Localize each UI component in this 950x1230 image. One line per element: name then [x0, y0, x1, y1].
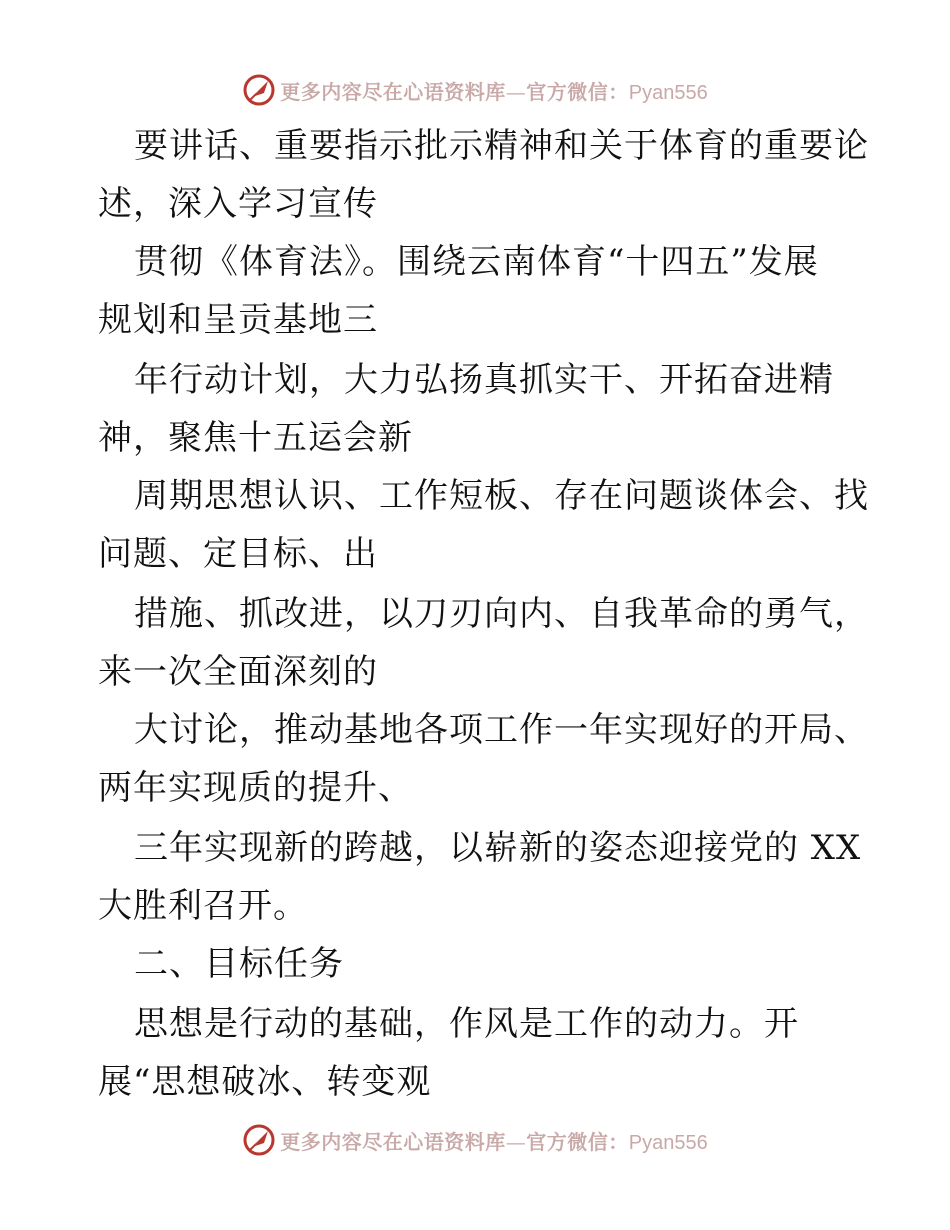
text-line: 大胜利召开。 — [98, 886, 308, 926]
text-line: 两年实现质的提升、 — [98, 768, 413, 808]
section-heading: 二、目标任务 — [134, 944, 344, 984]
banner-wechat-label: 官方微信： — [526, 1129, 629, 1154]
text-line: 来一次全面深刻的 — [98, 652, 378, 692]
text-line: 思想是行动的基础，作风是工作的动力。开 — [134, 1004, 799, 1044]
banner-main-text: 更多内容尽在心语资料库 — [280, 79, 506, 104]
banner-main-text: 更多内容尽在心语资料库 — [280, 1129, 506, 1154]
banner-wechat-label: 官方微信： — [526, 79, 629, 104]
banner-wechat-id: Pyan556 — [628, 81, 708, 104]
text-line: 展“思想破冰、转变观 — [98, 1062, 432, 1102]
banner-separator: — — [505, 79, 527, 104]
banner-wechat-id: Pyan556 — [628, 1131, 708, 1154]
text-line: 三年实现新的跨越，以崭新的姿态迎接党的 XX — [134, 828, 862, 868]
text-line: 贯彻《体育法》。围绕云南体育“十四五”发展 — [134, 242, 819, 282]
quill-logo-icon — [242, 1123, 276, 1157]
header-banner — [0, 68, 950, 112]
text-line: 周期思想认识、工作短板、存在问题谈体会、找 — [134, 476, 869, 516]
text-line: 规划和呈贡基地三 — [98, 300, 378, 340]
text-line: 问题、定目标、出 — [98, 534, 378, 574]
footer-banner — [0, 1118, 950, 1162]
quill-logo-icon — [242, 73, 276, 107]
banner-text — [280, 76, 707, 105]
text-line: 大讨论，推动基地各项工作一年实现好的开局、 — [134, 710, 869, 750]
text-line: 措施、抓改进，以刀刃向内、自我革命的勇气， — [134, 594, 869, 634]
banner-text — [280, 1126, 707, 1155]
text-line: 神，聚焦十五运会新 — [98, 418, 413, 458]
text-line: 要讲话、重要指示批示精神和关于体育的重要论 — [134, 126, 869, 166]
text-line: 述，深入学习宣传 — [98, 184, 378, 224]
text-line: 年行动计划，大力弘扬真抓实干、开拓奋进精 — [134, 360, 834, 400]
banner-separator: — — [505, 1129, 527, 1154]
